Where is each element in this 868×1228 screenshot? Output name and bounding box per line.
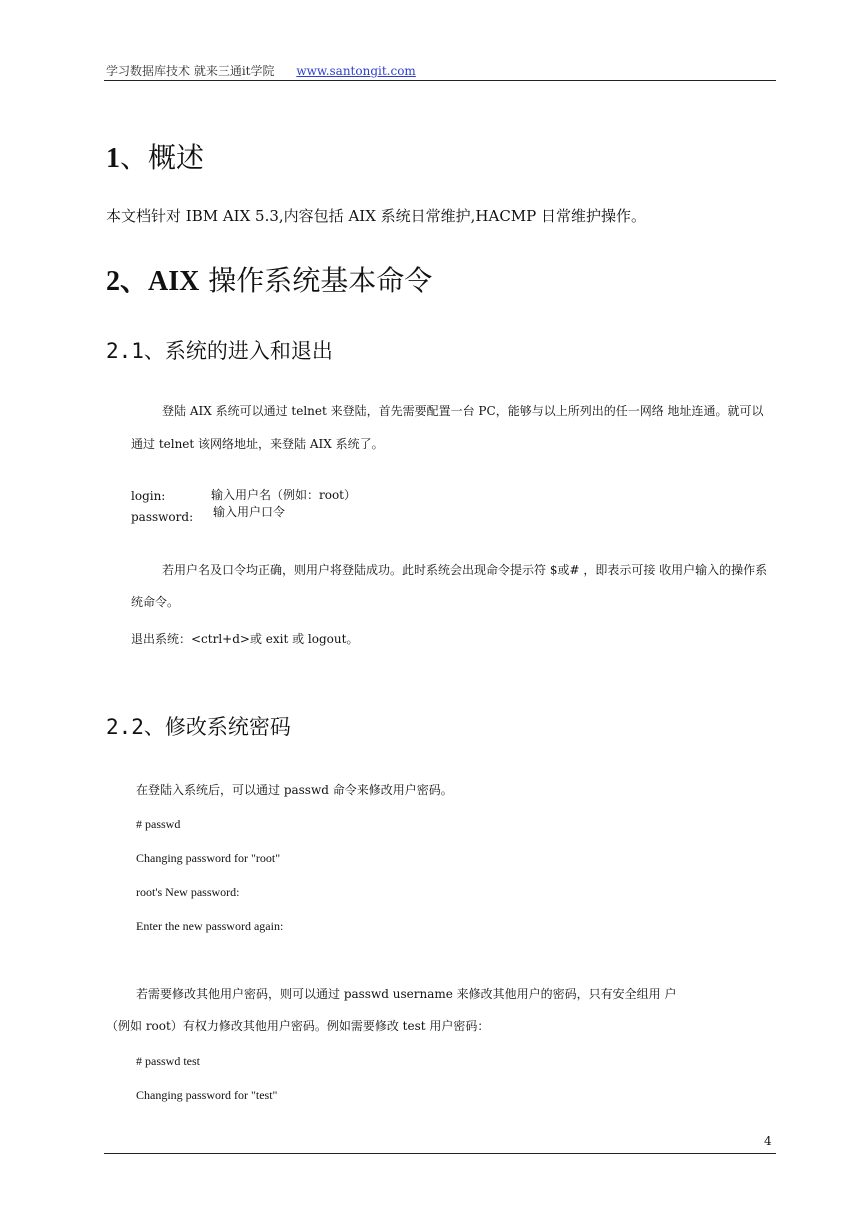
section-1-number: 1 bbox=[106, 143, 120, 174]
header-text: 学习数据库技术 就来三通it学院 bbox=[106, 64, 275, 78]
sub21-para2-line2: 统命令。 bbox=[131, 595, 180, 609]
sub21-para2-line1: 若用户名及口令均正确，则用户将登陆成功。此时系统会出现命令提示符 $或# ，即表示可接 收用户输入的操作系 bbox=[162, 563, 768, 577]
footer-divider bbox=[104, 1153, 776, 1154]
sub22-para-line2: （例如 root）有权力修改其他用户密码。例如需要修改 test 用户密码： bbox=[106, 1019, 490, 1033]
output-line-2: root's New password: bbox=[136, 885, 240, 899]
page-number: 4 bbox=[764, 1134, 772, 1148]
output-line-1: Changing password for "root" bbox=[136, 851, 281, 865]
sub22-intro: 在登陆入系统后，可以通过 passwd 命令来修改用户密码。 bbox=[136, 783, 453, 797]
subsection-2-2-title: 2.2、修改系统密码 bbox=[106, 715, 291, 739]
section-2-title bbox=[106, 259, 432, 299]
section-2-aix: 、AIX bbox=[120, 266, 200, 297]
sub21-exit-line: 退出系统：<ctrl+d>或 exit 或 logout。 bbox=[131, 632, 359, 646]
subsection-2-1-title: 2.1、系统的进入和退出 bbox=[106, 339, 333, 363]
section-1-title bbox=[106, 136, 204, 176]
section-1-body: 本文档针对 IBM AIX 5.3,内容包括 AIX 系统日常维护,HACMP 日常维护操作。 bbox=[106, 207, 647, 225]
header-divider bbox=[104, 80, 776, 81]
output-line-3: Enter the new password again: bbox=[136, 919, 284, 933]
sub21-para1-line1: 登陆 AIX 系统可以通过 telnet 来登陆，首先需要配置一台 PC，能够与以上所列出的任一网络 地址连通。就可以 bbox=[162, 404, 764, 418]
output-line-4: Changing password for "test" bbox=[136, 1088, 278, 1102]
section-2-title-text: 操作系统基本命令 bbox=[199, 264, 433, 297]
password-label: password: bbox=[131, 510, 194, 524]
password-desc: 输入用户口令 bbox=[213, 505, 286, 519]
cmd-passwd-test: # passwd test bbox=[136, 1054, 200, 1068]
section-1-title-text: 、概述 bbox=[120, 141, 205, 174]
sub22-para-line1: 若需要修改其他用户密码，则可以通过 passwd username 来修改其他用户的密码，只有安全组用 户 bbox=[136, 987, 677, 1001]
login-desc: 输入用户名（例如：root） bbox=[211, 488, 357, 502]
header-link[interactable]: www.santongit.com bbox=[296, 64, 416, 78]
cmd-passwd: # passwd bbox=[136, 817, 181, 831]
page-header bbox=[106, 62, 416, 79]
section-2-number: 2 bbox=[106, 266, 120, 297]
login-label: login: bbox=[131, 489, 166, 503]
sub21-para1-line2: 通过 telnet 该网络地址，来登陆 AIX 系统了。 bbox=[131, 437, 384, 451]
